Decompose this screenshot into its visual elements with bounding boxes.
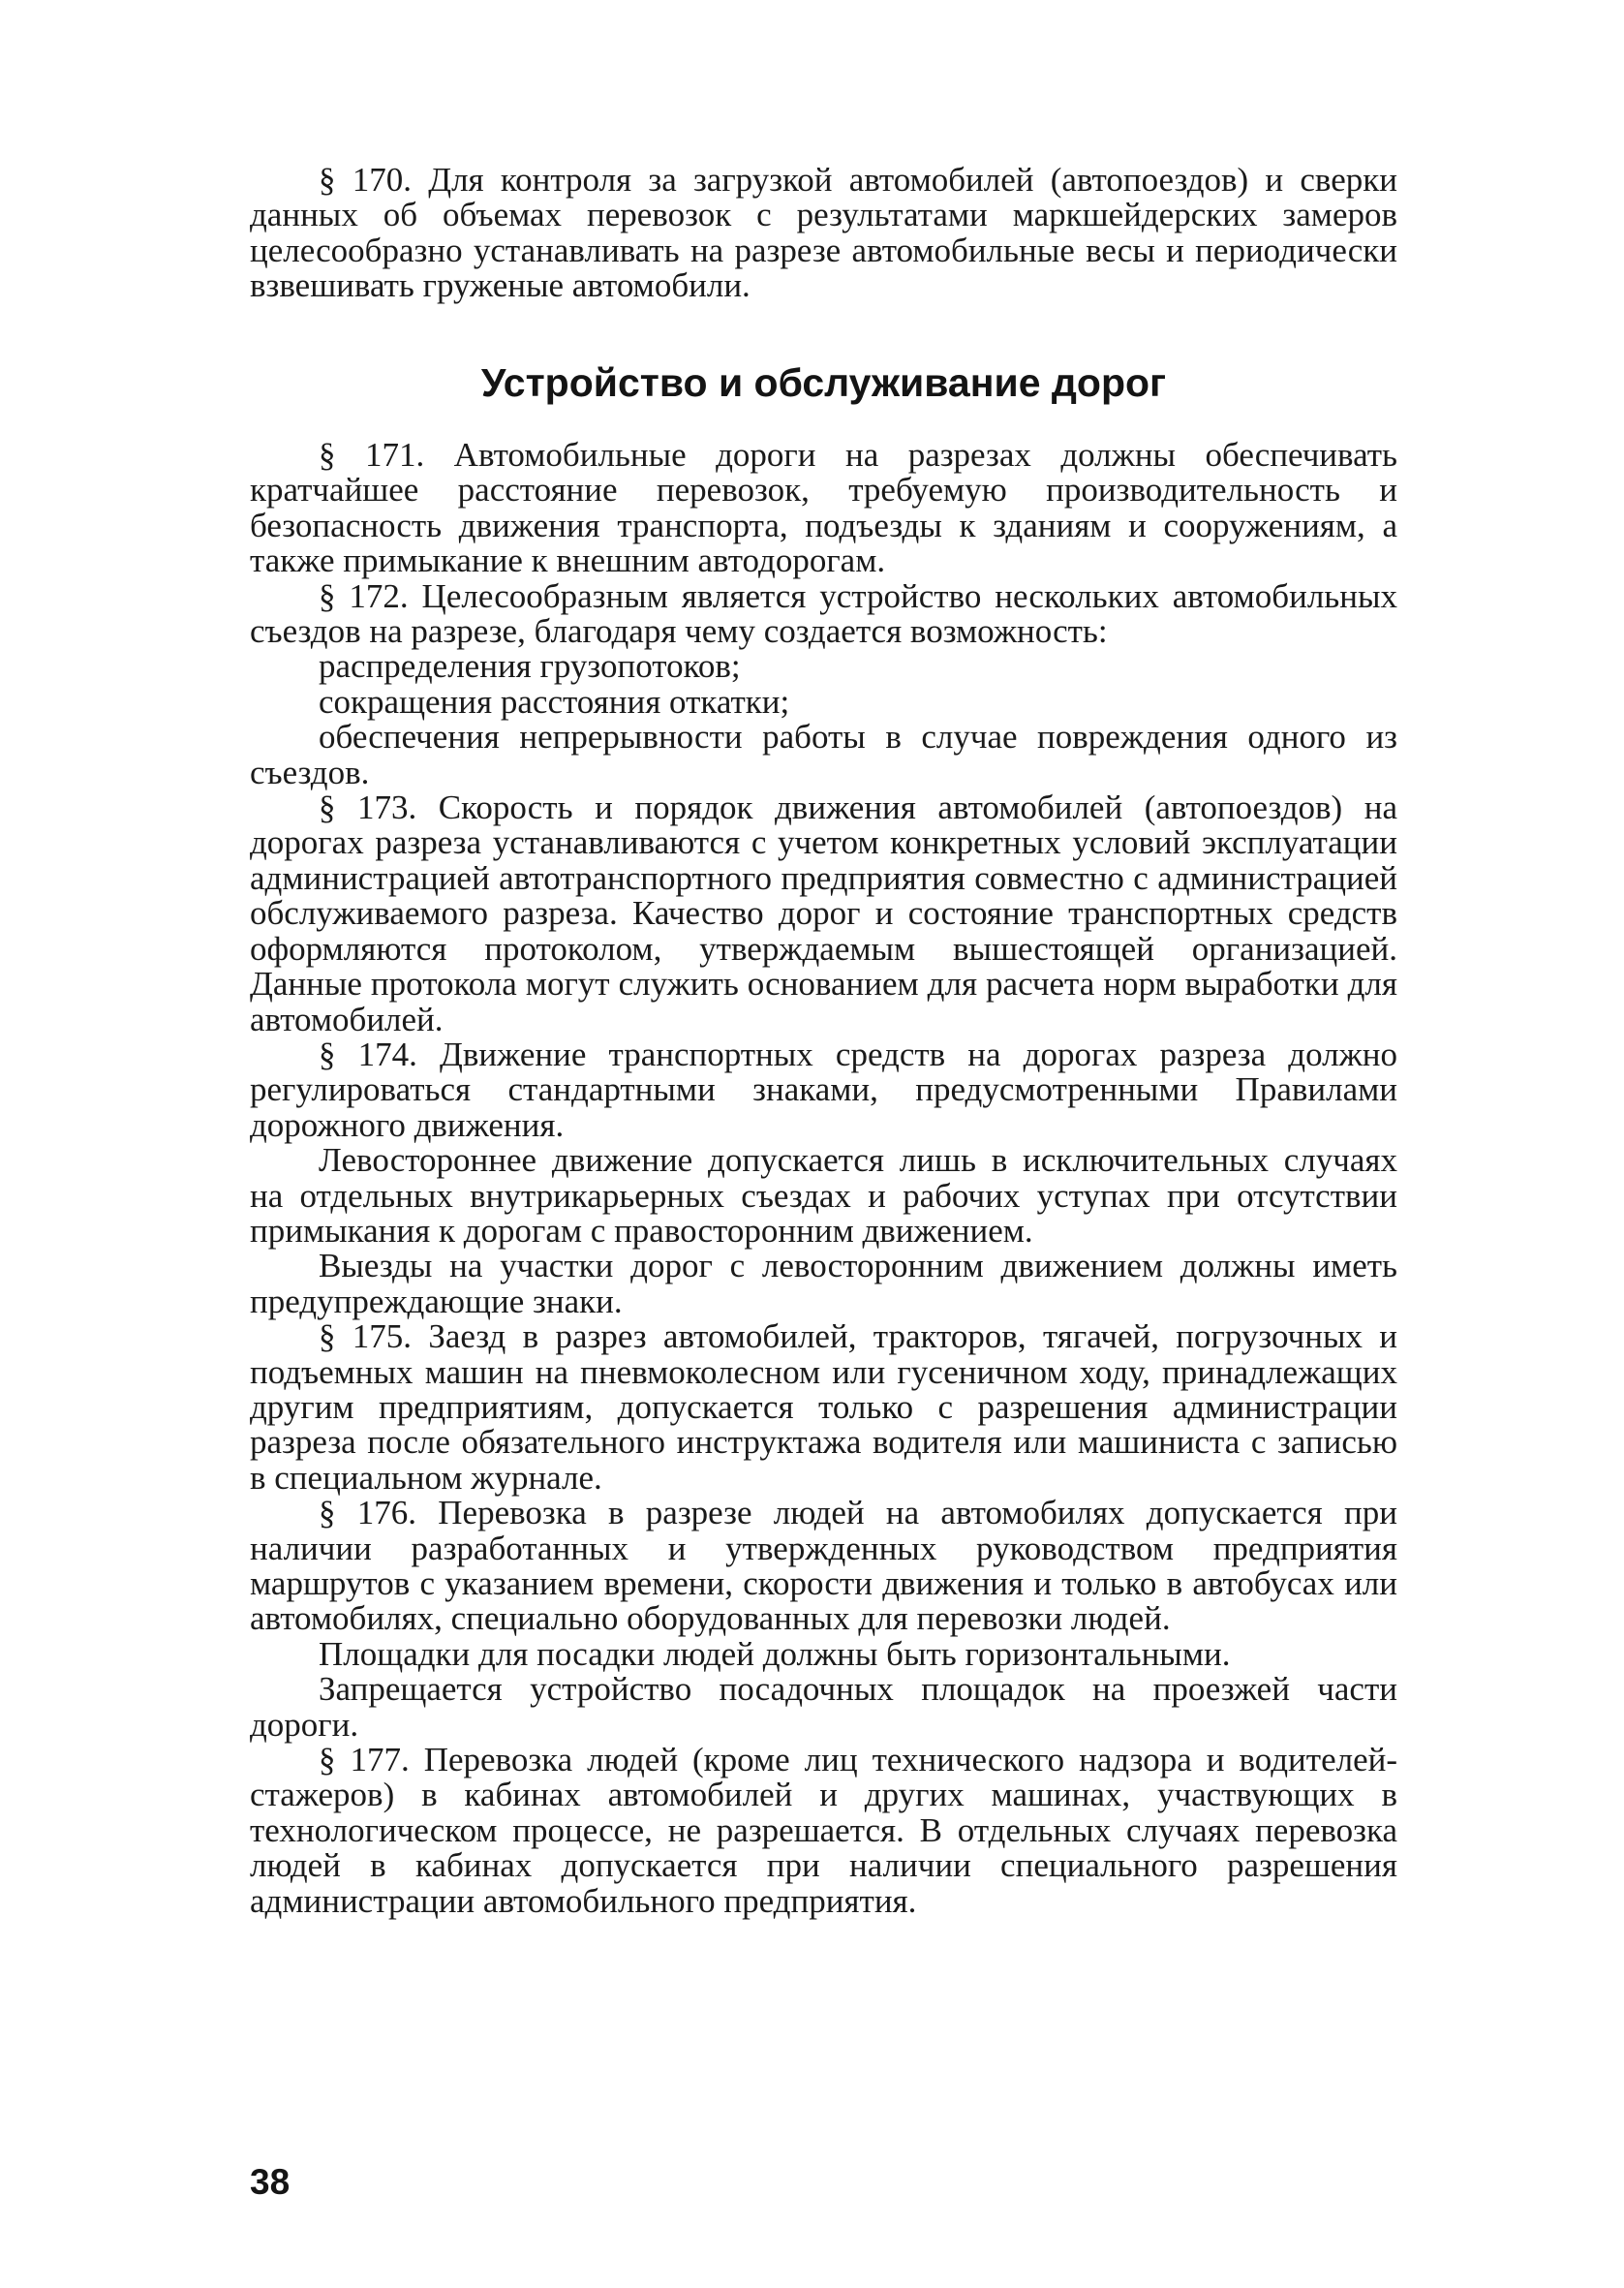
top-text-block bbox=[250, 163, 1397, 304]
section-heading: Устройство и обслуживание дорог bbox=[480, 360, 1167, 405]
page-number: 38 bbox=[250, 2162, 291, 2202]
paragraph-176-prohibition: Запрещается устройство посадочных площадок на проезжей части дороги. bbox=[250, 1670, 1397, 1744]
paragraph-172: § 172. Целесообразным является устройство нескольких автомобильных съездов на разрезе, благодаря чему создается возможность: bbox=[250, 576, 1397, 651]
paragraph-174-left-traffic: Левостороннее движение допускается лишь в исключительных случаях на отдельных внутрикарьерных съездах и рабочих уступах при отсутствии примыкания к дорогам с правосторонним движением. bbox=[250, 1141, 1397, 1250]
paragraph-176-platforms: Площадки для посадки людей должны быть горизонтальными. bbox=[319, 1634, 1231, 1673]
paragraph-173: § 173. Скорость и порядок движения автомобилей (автопоездов) на дорогах разреза устанавливаются с учетом конкретных условий эксплуатации администрацией автотранспортного предприятия совместно с администрацией обслуживаемого разреза. Качество дорог и состояние транспортных средств оформляются протоколом, утверждаемым вышестоящей организацией. Данные протокола могут служить основанием для расчета норм выработки для автомобилей. bbox=[250, 788, 1397, 1038]
paragraph-170: § 170. Для контроля за загрузкой автомобилей (автопоездов) и сверки данных об объемах перевозок с результатами маркшейдерских замеров целесообразно устанавливать на разрезе автомобильные весы и периодически взвешивать груженые автомобили. bbox=[250, 161, 1397, 305]
list-item: распределения грузопотоков; bbox=[319, 647, 741, 686]
paragraph-176: § 176. Перевозка в разрезе людей на автомобилях допускается при наличии разработанных и утвержденных руководством предприятия маршрутов с указанием времени, скорости движения и только в автобусах или автомобилях, специально оборудованных для перевозки людей. bbox=[250, 1494, 1397, 1638]
list-item: обеспечения непрерывности работы в случае повреждения одного из съездов. bbox=[250, 718, 1397, 791]
main-text-block bbox=[250, 438, 1397, 1919]
paragraph-177: § 177. Перевозка людей (кроме лиц технического надзора и водителей-стажеров) в кабинах автомобилей и других машинах, участвующих в технологическом процессе, не разрешается. В отдельных случаях перевозка людей в кабинах допускается при наличии специального разрешения администрации автомобильного предприятия. bbox=[250, 1741, 1397, 1920]
paragraph-175: § 175. Заезд в разрез автомобилей, тракторов, тягачей, погрузочных и подъемных машин на пневмоколесном или гусеничном ходу, принадлежащих другим предприятиям, допускается только с разрешения администрации разреза после обязательного инструктажа водителя или машиниста с записью в специальном журнале. bbox=[250, 1317, 1397, 1497]
paragraph-171: § 171. Автомобильные дороги на разрезах должны обеспечивать кратчайшее расстояние перевозок, требуемую производительность и безопасность движения транспорта, подъезды к зданиям и сооружениям, а также примыкание к внешним автодорогам. bbox=[250, 436, 1397, 580]
paragraph-174-warning-signs: Выезды на участки дорог с левосторонним движением должны иметь предупреждающие знаки. bbox=[250, 1247, 1397, 1320]
list-item: сокращения расстояния откатки; bbox=[319, 682, 790, 721]
paragraph-174: § 174. Движение транспортных средств на дорогах разреза должно регулироваться стандартными знаками, предусмотренными Правилами дорожного движения. bbox=[250, 1035, 1397, 1144]
